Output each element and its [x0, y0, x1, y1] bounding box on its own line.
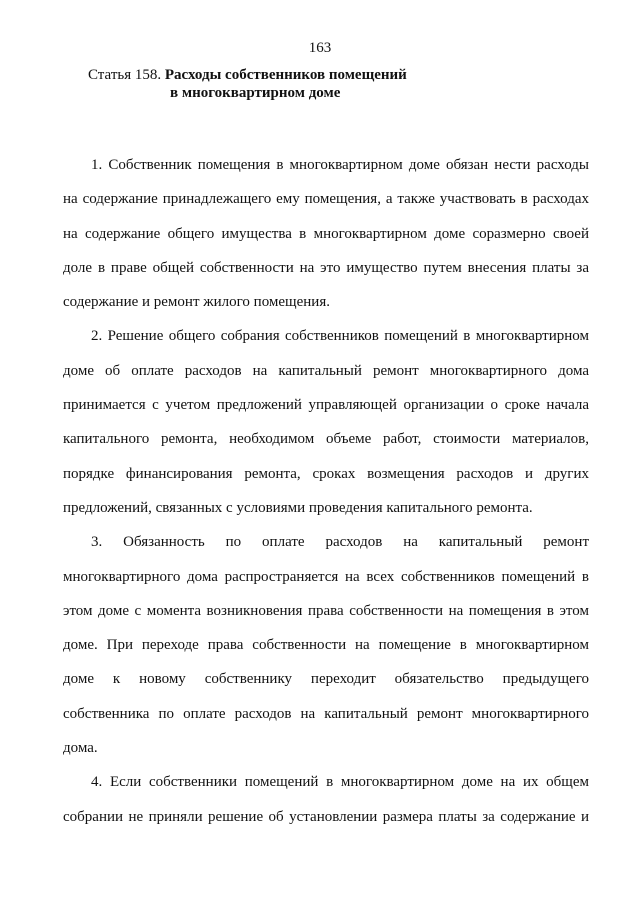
paragraph-line: предложений, связанных с условиями проведения капитального ремонта.	[63, 499, 533, 516]
paragraph-line: дома.	[63, 740, 98, 757]
paragraph-line: на содержание общего имущества в многоквартирном доме соразмерно своей	[63, 225, 589, 242]
paragraph-line: порядке финансирования ремонта, сроках возмещения расходов и других	[63, 465, 589, 482]
article-body	[63, 148, 589, 834]
paragraph-3	[63, 525, 589, 765]
paragraph-line: доле в праве общей собственности на это имущество путем внесения платы за	[63, 259, 589, 276]
paragraph-line: доме об оплате расходов на капитальный ремонт многоквартирного дома	[63, 362, 589, 379]
paragraph-line: этом доме с момента возникновения права собственности на помещения в этом	[63, 602, 589, 619]
paragraph-line: на содержание принадлежащего ему помещения, а также участвовать в расходах	[63, 191, 589, 208]
paragraph-line: собственника по оплате расходов на капитальный ремонт многоквартирного	[63, 705, 589, 722]
paragraph-line: принимается с учетом предложений управляющей организации о сроке начала	[63, 397, 589, 414]
paragraph-4	[63, 765, 589, 834]
paragraph-line: доме к новому собственнику переходит обязательство предыдущего	[63, 671, 589, 688]
paragraph-line: содержание и ремонт жилого помещения.	[63, 294, 330, 311]
paragraph-line: капитального ремонта, необходимом объеме работ, стоимости материалов,	[63, 431, 589, 448]
article-number: Статья 158.	[88, 67, 162, 83]
paragraph-line: доме. При переходе права собственности на помещение в многоквартирном	[63, 637, 589, 654]
paragraph-line: собрании не приняли решение об установлении размера платы за содержание и	[63, 808, 589, 825]
paragraph-line: 3. Обязанность по оплате расходов на капитальный ремонт	[91, 534, 589, 551]
page-number: 163	[308, 40, 332, 56]
article-title-line-1: Расходы собственников помещений	[164, 67, 407, 83]
paragraph-2	[63, 319, 589, 525]
paragraph-line: многоквартирного дома распространяется на всех собственников помещений в	[63, 568, 589, 585]
paragraph-line: 2. Решение общего собрания собственников помещений в многоквартирном	[91, 328, 589, 345]
paragraph-1	[63, 148, 589, 319]
paragraph-line: 1. Собственник помещения в многоквартирном доме обязан нести расходы	[91, 157, 589, 173]
article-heading	[88, 66, 588, 102]
paragraph-line: 4. Если собственники помещений в многоквартирном доме на их общем	[91, 774, 589, 791]
article-title-line-2: в многоквартирном доме	[170, 85, 341, 101]
